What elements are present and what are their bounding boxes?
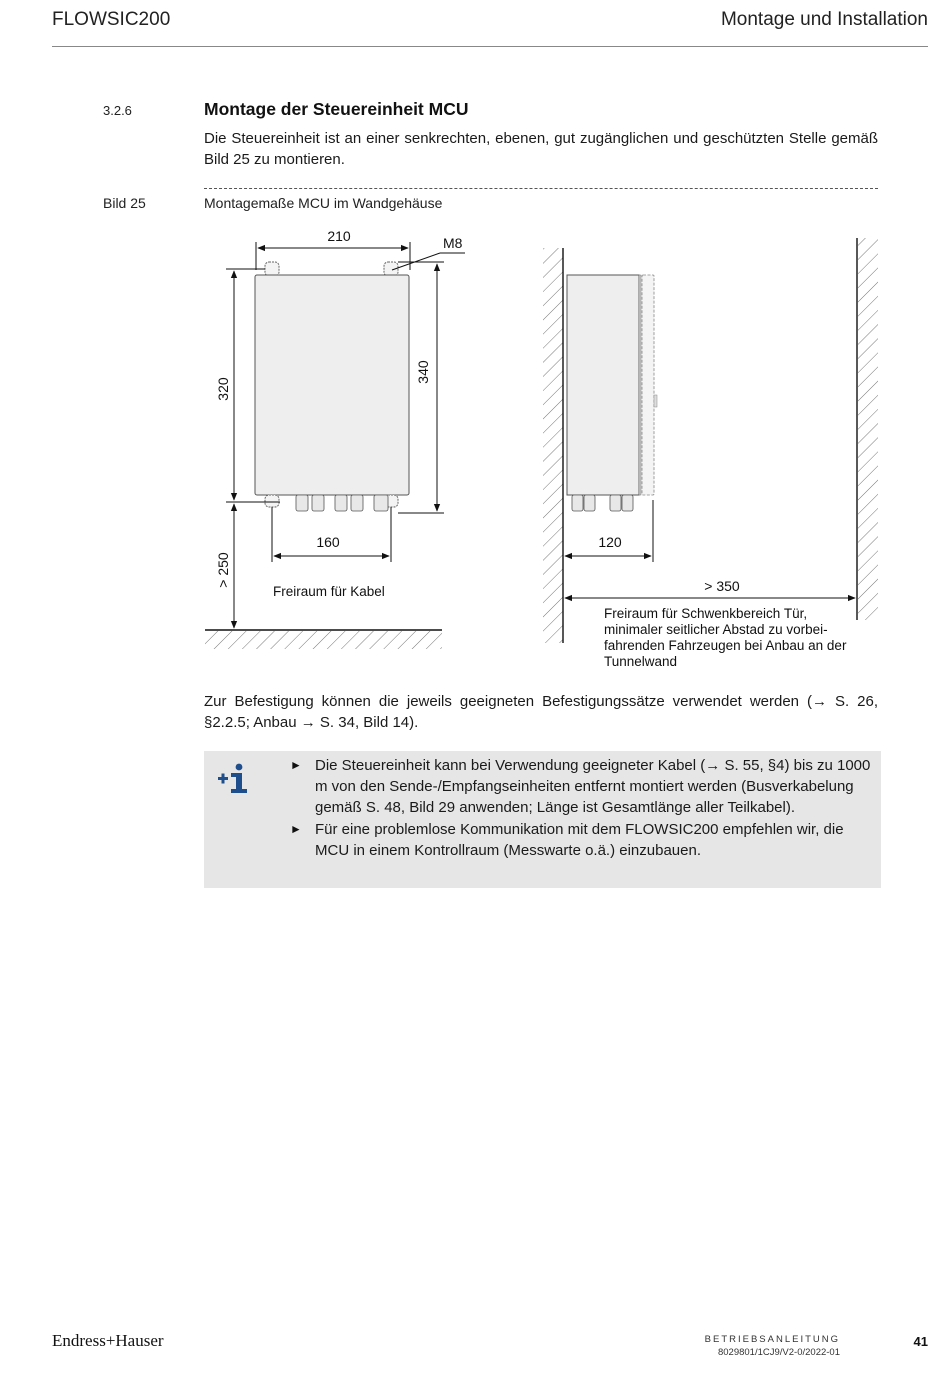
fixing-paragraph: Zur Befestigung können die jeweils geeigneten Befestigungssätze verwendet werden (→ S. 26, §2.2.5; Anbau → S. 34, Bild 14). — [204, 693, 878, 731]
dim-clearance-250-label: > 250 — [215, 552, 231, 588]
dim-height-320-label: 320 — [215, 377, 231, 401]
section-intro: Die Steuereinheit ist an einer senkrechten, ebenen, gut zugänglichen und geschützten Stelle gemäß Bild 25 zu montieren. — [204, 130, 878, 168]
note-item-1 — [290, 755, 875, 818]
note-item-2-text: Für eine problemlose Kommunikation mit dem FLOWSIC200 empfehlen wir, die MCU in einem Kontrollraum (Messwarte o.ä.) einzubauen. — [315, 821, 844, 859]
bullet-arrow-icon: ► — [290, 822, 302, 836]
footer-logo: Endress+Hauser — [52, 1331, 164, 1350]
dim-clearance-350-label: > 350 — [704, 578, 740, 594]
front-view — [205, 228, 465, 649]
info-plus-icon — [215, 760, 255, 800]
thread-label: M8 — [443, 235, 463, 251]
section-number: 3.2.6 — [103, 103, 132, 118]
footer-doc-type: BETRIEBSANLEITUNG — [704, 1334, 840, 1345]
dim-depth-label: 120 — [598, 534, 622, 550]
dim-width-label: 210 — [327, 228, 351, 244]
door-space-line-3: fahrenden Fahrzeugen bei Anbau an der — [604, 638, 847, 653]
note-item-2 — [290, 819, 875, 861]
figure-caption: Montagemaße MCU im Wandgehäuse — [204, 195, 443, 211]
note-item-1-text: Die Steuereinheit kann bei Verwendung geeigneter Kabel (→ S. 55, §4) bis zu 1000 m von den Sende-/Empfangseinheiten entfernt montiert werden (Busverkabelung gemäß S. 48, Bild 29 anwenden; Länge ist Gesamtlänge aller Teilkabel). — [315, 757, 871, 816]
mounting-drawing — [0, 0, 950, 690]
door-space-line-1: Freiraum für Schwenkbereich Tür, — [604, 606, 808, 621]
side-view — [543, 238, 878, 669]
door-space-line-4: Tunnelwand — [604, 654, 678, 669]
header-product: FLOWSIC200 — [52, 9, 171, 30]
dim-spacing-label: 160 — [316, 534, 340, 550]
dim-height-340-label: 340 — [415, 360, 431, 384]
cable-space-label: Freiraum für Kabel — [273, 584, 385, 599]
note-list — [290, 755, 875, 862]
section-title: Montage der Steuereinheit MCU — [204, 99, 469, 119]
door-space-line-2: minimaler seitlicher Abstad zu vorbei- — [604, 622, 828, 637]
bullet-arrow-icon: ► — [290, 758, 302, 772]
page-number: 41 — [913, 1334, 928, 1349]
figure-number: Bild 25 — [103, 195, 146, 211]
footer-doc-number: 8029801/1CJ9/V2-0/2022-01 — [717, 1347, 840, 1358]
header-chapter: Montage und Installation — [720, 9, 928, 30]
